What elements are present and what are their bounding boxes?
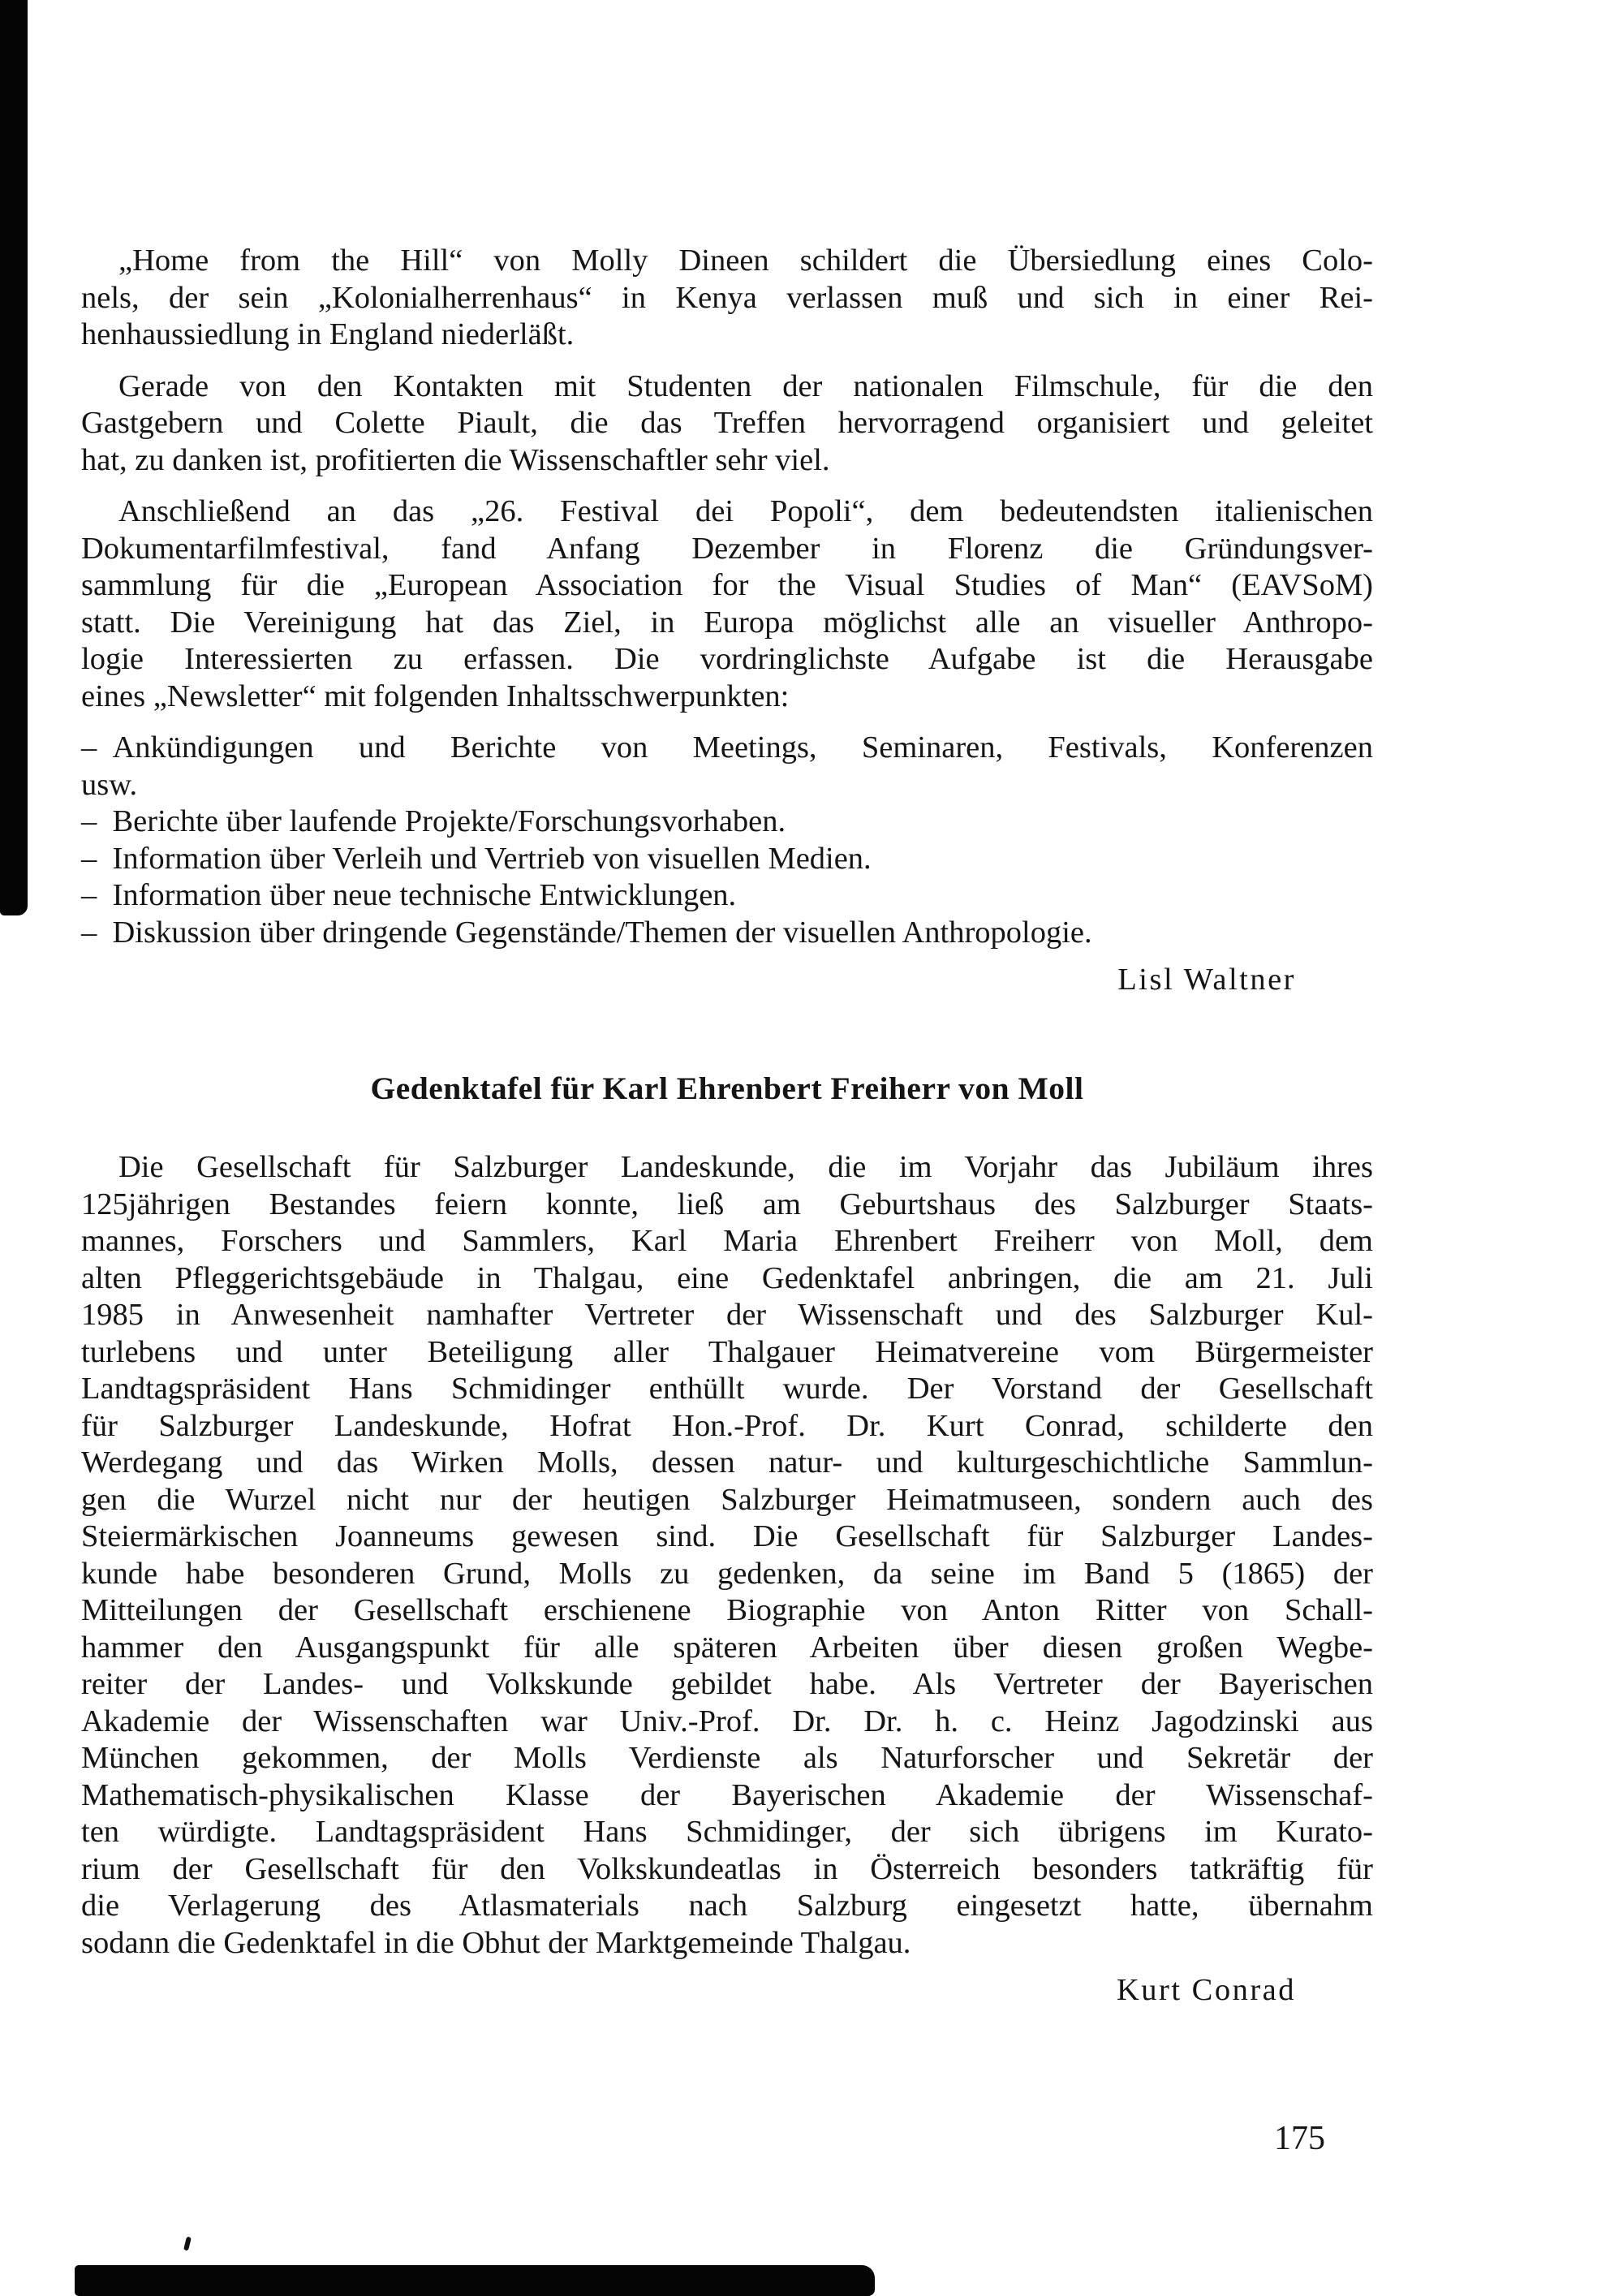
text-line: kunde habe besonderen Grund, Molls zu gedenken, da seine im Band 5 (1865) der — [81, 1556, 1373, 1591]
text-line: – Ankündigungen und Berichte von Meetings, Seminaren, Festivals, Konferenzen — [81, 730, 1373, 765]
text-line: logie Interessierten zu erfassen. Die vordringlichste Aufgabe ist die Herausgabe — [81, 642, 1373, 676]
text-line: gen die Wurzel nicht nur der heutigen Salzburger Heimatmuseen, sondern auch des — [81, 1482, 1373, 1517]
text-line: rium der Gesellschaft für den Volkskundeatlas in Österreich besonders tatkräftig für — [81, 1851, 1373, 1886]
text-line: Steiermärkischen Joanneums gewesen sind. Die Gesellschaft für Salzburger Landes- — [81, 1519, 1373, 1553]
ink-speck — [183, 2237, 192, 2251]
text-line: 1985 in Anwesenheit namhafter Vertreter der Wissenschaft und des Salzburger Kul- — [81, 1298, 1373, 1332]
author-signature: Kurt Conrad — [1116, 1973, 1296, 2007]
text-line: alten Pfleggerichtsgebäude in Thalgau, eine Gedenktafel anbringen, die am 21. Juli — [81, 1260, 1373, 1295]
text-line: eines „Newsletter“ mit folgenden Inhaltsschwerpunkten: — [81, 678, 790, 713]
text-line: sammlung für die „European Association for the Visual Studies of Man“ (EAVSoM) — [81, 568, 1373, 602]
text-line: nels, der sein „Kolonialherrenhaus“ in Kenya verlassen muß und sich in einer Rei- — [81, 280, 1373, 315]
text-line: sodann die Gedenktafel in die Obhut der Marktgemeinde Thalgau. — [81, 1925, 911, 1960]
paragraph — [81, 243, 1373, 354]
text-line: Gerade von den Kontakten mit Studenten der nationalen Filmschule, für die den — [118, 368, 1373, 403]
text-line: München gekommen, der Molls Verdienste als Naturforscher und Sekretär der — [81, 1741, 1373, 1775]
paragraph — [81, 493, 1373, 715]
text-line: 125jährigen Bestandes feiern konnte, ließ am Geburtshaus des Salzburger Staats- — [81, 1187, 1373, 1221]
paragraph — [81, 368, 1373, 480]
text-line: hammer den Ausgangspunkt für alle späteren Arbeiten über diesen großen Wegbe- — [81, 1630, 1373, 1665]
text-line: Landtagspräsident Hans Schmidinger enthüllt wurde. Der Vorstand der Gesellschaft — [81, 1372, 1373, 1406]
text-line: Mitteilungen der Gesellschaft erschienene Biographie von Anton Ritter von Schall- — [81, 1593, 1373, 1627]
paragraph — [81, 1149, 1373, 1962]
text-line: statt. Die Vereinigung hat das Ziel, in Europa möglichst alle an visueller Anthropo- — [81, 605, 1373, 640]
text-column — [81, 243, 1373, 2010]
text-line: „Home from the Hill“ von Molly Dineen schildert die Übersiedlung eines Colo- — [118, 243, 1373, 278]
text-line: reiter der Landes- und Volkskunde gebildet habe. Als Vertreter der Bayerischen — [81, 1667, 1373, 1701]
text-line: für Salzburger Landeskunde, Hofrat Hon.-Prof. Dr. Kurt Conrad, schilderte den — [81, 1408, 1373, 1443]
text-line: die Verlagerung des Atlasmaterials nach Salzburg eingesetzt hatte, übernahm — [81, 1889, 1373, 1923]
author-signature: Lisl Waltner — [1117, 963, 1296, 997]
text-line: usw. — [81, 767, 138, 802]
page-number: 175 — [1274, 2120, 1325, 2157]
text-line: – Diskussion über dringende Gegenstände/Themen der visuellen Anthropologie. — [81, 915, 1092, 950]
text-line: Anschließend an das „26. Festival dei Popoli“, dem bedeutendsten italienischen — [118, 494, 1373, 528]
text-line: turlebens und unter Beteiligung aller Thalgauer Heimatvereine vom Bürgermeister — [81, 1334, 1373, 1369]
text-line: – Information über neue technische Entwicklungen. — [81, 878, 737, 912]
text-line: Die Gesellschaft für Salzburger Landeskunde, die im Vorjahr das Jubiläum ihres — [118, 1150, 1373, 1184]
scan-artifact-bottom-bar — [75, 2265, 875, 2296]
text-line: mannes, Forschers und Sammlers, Karl Maria Ehrenbert Freiherr von Moll, dem — [81, 1224, 1373, 1258]
text-line: ten würdigte. Landtagspräsident Hans Schmidinger, der sich übrigens im Kurato- — [81, 1815, 1373, 1849]
text-line: – Berichte über laufende Projekte/Forschungsvorhaben. — [81, 804, 786, 838]
text-line: Gastgebern und Colette Piault, die das Treffen hervorragend organisiert und geleitet — [81, 406, 1373, 440]
text-line: Werdegang und das Wirken Molls, dessen natur- und kulturgeschichtliche Sammlun- — [81, 1445, 1373, 1480]
section-heading: Gedenktafel für Karl Ehrenbert Freiherr von Moll — [370, 1070, 1084, 1106]
text-line: Mathematisch-physikalischen Klasse der Bayerischen Akademie der Wissenschaf- — [81, 1777, 1373, 1812]
text-line: Dokumentarfilmfestival, fand Anfang Dezember in Florenz die Gründungsver- — [81, 531, 1373, 566]
text-line: Akademie der Wissenschaften war Univ.-Prof. Dr. Dr. h. c. Heinz Jagodzinski aus — [81, 1704, 1373, 1738]
text-line: hat, zu danken ist, profitierten die Wissenschaftler sehr viel. — [81, 442, 830, 477]
scan-artifact-left-bar — [0, 0, 28, 915]
bullet-list — [81, 730, 1373, 951]
text-line: henhaussiedlung in England niederläßt. — [81, 317, 575, 351]
text-line: – Information über Verleih und Vertrieb von visuellen Medien. — [81, 841, 872, 876]
